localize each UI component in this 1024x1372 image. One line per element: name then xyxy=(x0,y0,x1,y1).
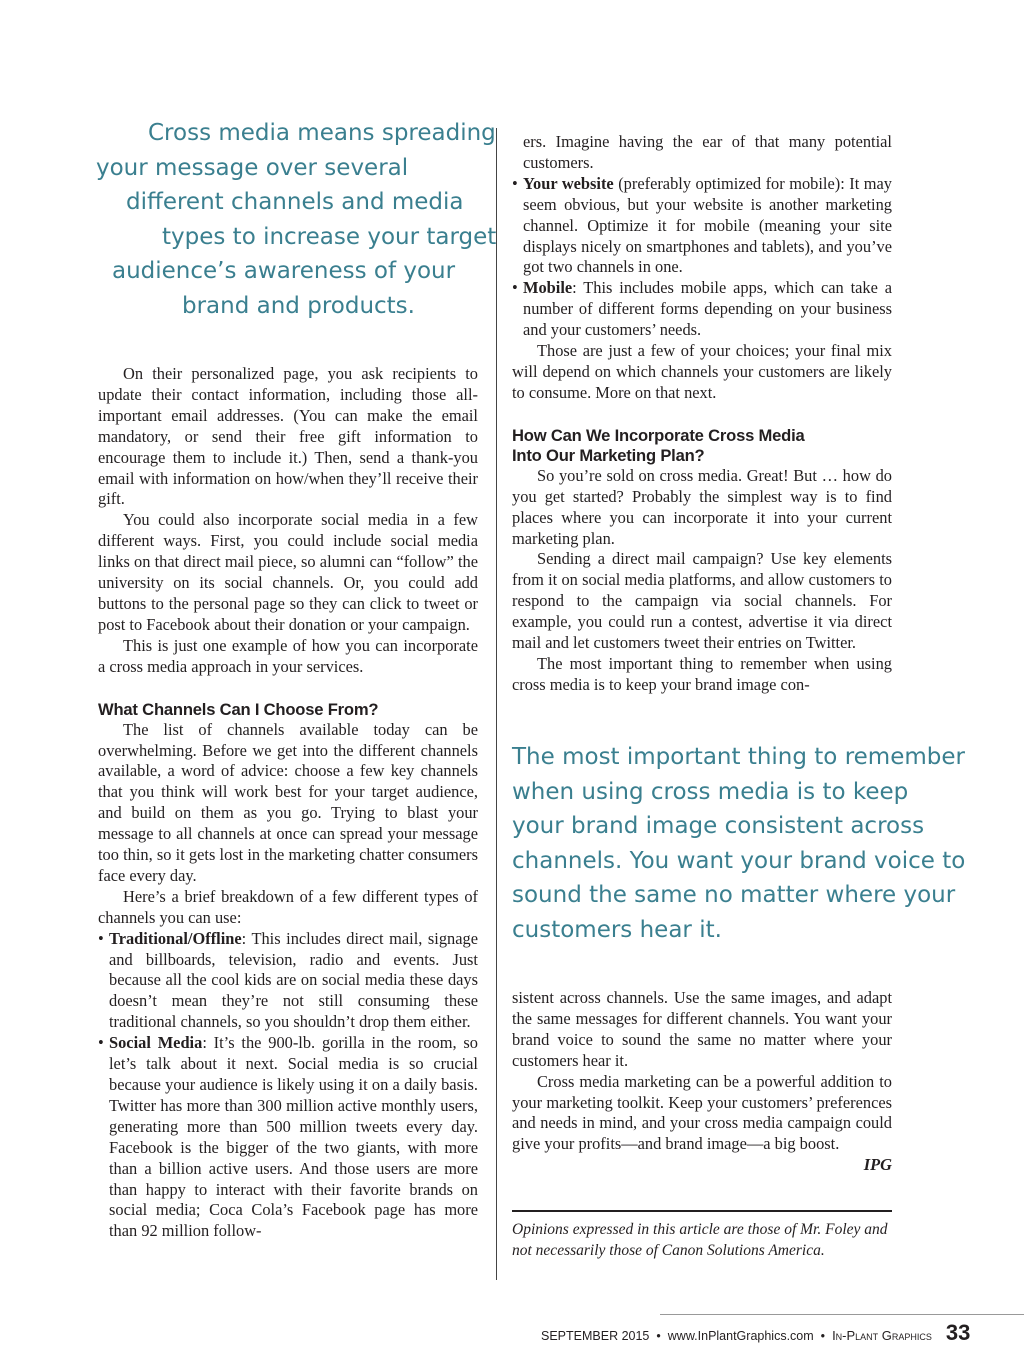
pull-quote-line: sound the same no matter where your xyxy=(512,882,956,908)
footer-website: www.InPlantGraphics.com xyxy=(667,1329,814,1343)
pull-quote-line: brand and products. xyxy=(182,292,415,319)
pull-quote-line: Cross media means spreading xyxy=(148,120,496,146)
body-paragraph: You could also incorporate social media in a few different ways. First, you could include social media links on that direct mail piece, so alumni can “follow” the university on its social channels. Or, you could add buttons to the personal page so they can click to tweet or post to Facebook about their donation or your campaign. xyxy=(98,510,478,634)
body-paragraph: Those are just a few of your choices; your final mix will depend on which channels your customers are likely to consume. More on that next. xyxy=(512,341,892,402)
list-item-text: (preferably optimized for mobile): It may seem obvious, but your website is another marketing channel. Optimize it for mobile (meaning your site displays nicely on smartphones and tablets), and you’ve got two channels in one. xyxy=(523,173,892,277)
column-divider xyxy=(496,128,497,1280)
footer-publication: In-Plant Graphics xyxy=(832,1328,932,1343)
body-paragraph: sistent across channels. Use the same images, and adapt the same messages for different channels. You want your brand voice to sound the same no matter where your customers hear it. xyxy=(512,988,892,1070)
right-column-top xyxy=(512,132,892,696)
body-paragraph: ers. Imagine having the ear of that many potential customers. xyxy=(523,132,892,172)
channel-list xyxy=(512,174,892,341)
page-footer xyxy=(541,1320,991,1348)
closing-text: Cross media marketing can be a powerful addition to your marketing toolkit. Keep your customers’ preferences and needs in mind, and your cross media campaign could give your profits—and brand image—a big boost. xyxy=(512,1071,892,1154)
disclaimer-rule xyxy=(512,1210,892,1212)
section-heading-line: Into Our Marketing Plan? xyxy=(512,445,705,465)
list-item-text: : This includes mobile apps, which can take a number of different forms depending on your business and your customers’ needs. xyxy=(523,278,892,340)
list-item xyxy=(98,1033,478,1242)
pull-quote-line: channels. You want your brand voice to xyxy=(512,847,966,874)
pull-quote-line: audience’s awareness of your xyxy=(112,258,456,284)
body-paragraph: The most important thing to remember when using cross media is to keep your brand image con- xyxy=(512,653,892,694)
list-item-term: Social Media xyxy=(109,1033,203,1053)
pull-quote-line: when using cross media is to keep xyxy=(512,778,909,805)
list-item xyxy=(98,929,478,1034)
pull-quote-line: different channels and media xyxy=(126,189,464,215)
pull-quote-line: customers hear it. xyxy=(512,916,722,943)
list-item-text: : It’s the 900-lb. gorilla in the room, so let’s talk about it next. Social media is so crucial because your audience is likely using it on a daily basis. Twitter has more than 300 million active monthly users, generating more than 500 million tweets every day. Facebook is the bigger of the two giants, with more than a billion active users. And those users are more than happy to interact with their favorite brands on social media; Coca Cola’s Facebook page has more than 92 million follow- xyxy=(109,1033,478,1241)
section-heading: What Channels Can I Choose From? xyxy=(98,699,379,719)
right-column-bottom xyxy=(512,988,892,1176)
body-paragraph: On their personalized page, you ask recipients to update their contact information, including those all-important email addresses. (You can make the email mandatory, or send their free gift information to encourage them to include it.) Then, send a thank-you email with information on how/when they’ll receive their gift. xyxy=(98,364,478,509)
list-item-term: Mobile xyxy=(523,278,573,298)
article-end-signature: IPG xyxy=(863,1155,892,1175)
pull-quote-right xyxy=(512,740,966,947)
list-item xyxy=(512,278,892,341)
body-paragraph: So you’re sold on cross media. Great! But … how do you get started? Probably the simplest way is to find places where you can incorporate it into your current marketing plan. xyxy=(512,465,892,548)
page-number: 33 xyxy=(945,1320,971,1345)
section-heading-line: How Can We Incorporate Cross Media xyxy=(512,425,805,445)
pull-quote-line: your brand image consistent across xyxy=(512,813,925,839)
list-item-term: Traditional/Offline xyxy=(109,928,242,948)
pull-quote-line: types to increase your target xyxy=(162,223,497,250)
footer-separator: • xyxy=(820,1329,826,1343)
body-paragraph xyxy=(512,1071,892,1175)
footer-separator: • xyxy=(656,1329,661,1343)
pull-quote-left xyxy=(96,116,497,323)
pull-quote-line: your message over several xyxy=(96,154,409,181)
body-paragraph: Sending a direct mail campaign? Use key elements from it on social media platforms, and allow customers to respond to the campaign via social channels. For example, you could run a contest, advertise it via direct mail and let customers tweet their entries on Twitter. xyxy=(512,549,892,653)
disclaimer: Opinions expressed in this article are those of Mr. Foley and not necessarily those of Canon Solutions America. xyxy=(512,1221,888,1259)
body-paragraph: Here’s a brief breakdown of a few different types of channels you can use: xyxy=(98,886,478,927)
list-item-text: : This includes direct mail, signage and billboards, television, radio and events. Just because all the cool kids are on social media these days doesn’t mean they’re not still consuming these traditional channels, so you shouldn’t drop them either. xyxy=(109,928,478,1032)
section-heading xyxy=(512,426,892,466)
channel-list xyxy=(98,929,478,1243)
list-item xyxy=(512,174,892,279)
list-item-term: Your website xyxy=(523,173,614,193)
footer-date: SEPTEMBER 2015 xyxy=(541,1329,650,1343)
left-column xyxy=(98,364,478,1242)
pull-quote-line: The most important thing to remember xyxy=(512,744,965,770)
body-paragraph: This is just one example of how you can incorporate a cross media approach in your services. xyxy=(98,635,478,676)
body-paragraph: The list of channels available today can be overwhelming. Before we get into the different channels available, a word of advice: choose a few key channels that you think will work best for your target audience, and build on them as you go. Trying to blast your message to all channels at once can spread your message too thin, so it gets lost in the marketing chatter consumers face every day. xyxy=(98,719,478,885)
footer-rule xyxy=(660,1314,1024,1315)
